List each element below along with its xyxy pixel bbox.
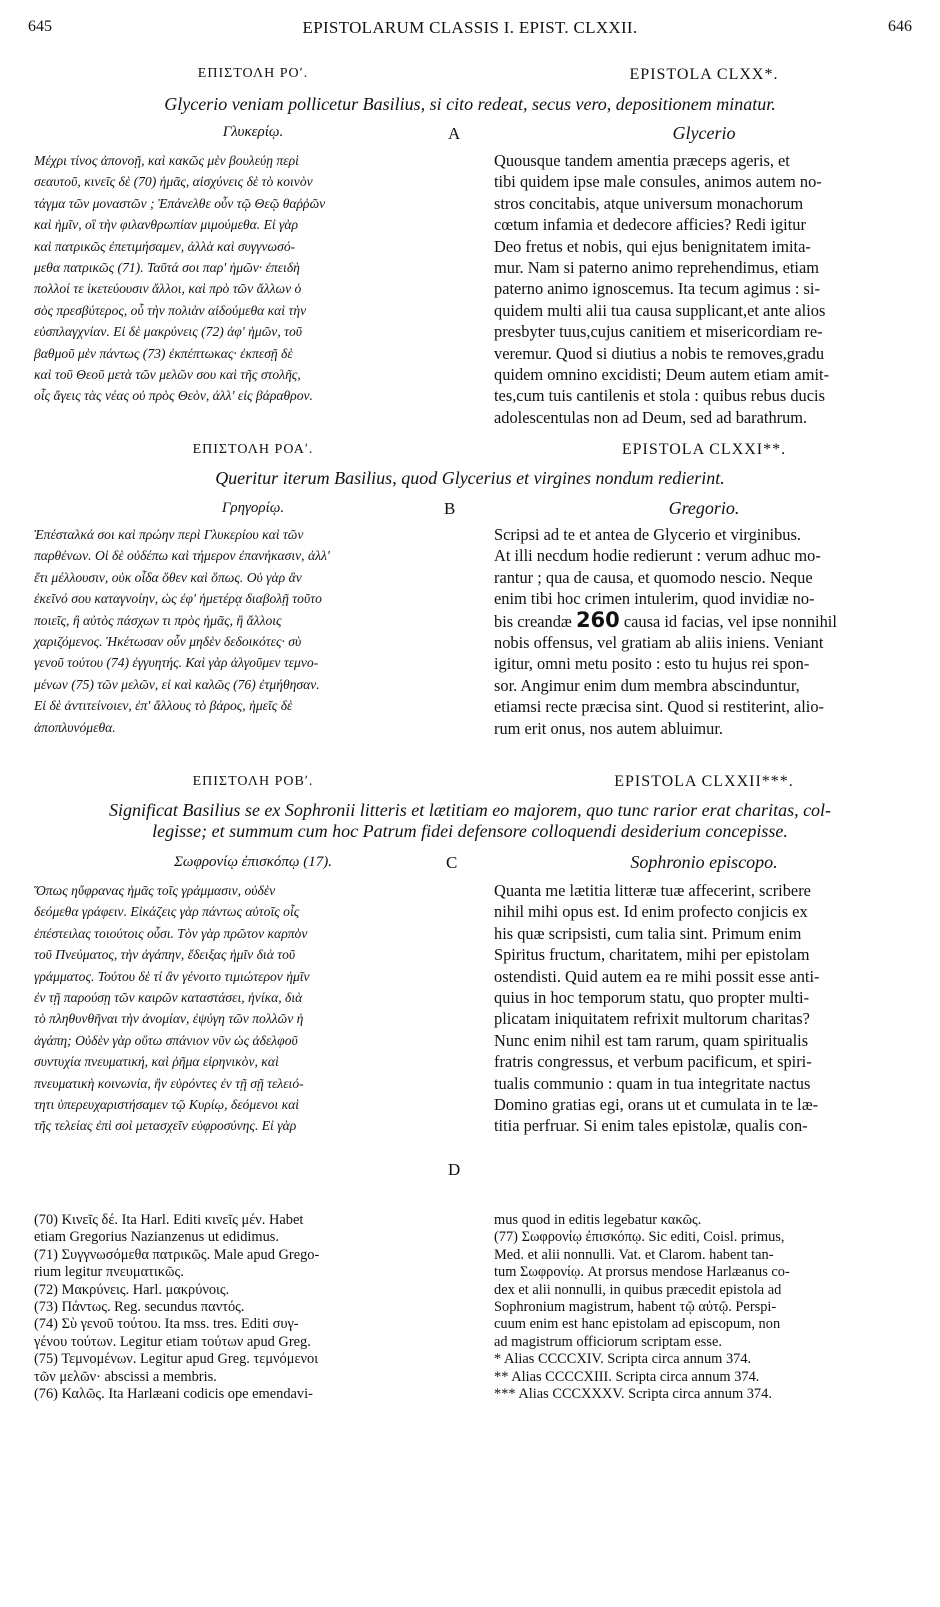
text-line: quidem multi alii tua causa supplicant,et ante alios — [494, 300, 826, 320]
text-line: Nunc enim nihil est tam rarum, quam spiritualis — [494, 1030, 809, 1050]
text-line: τῆς τελείας ἐπὶ σοὶ μετασχεῖν εὐφροσύνης. Εἰ γὰρ — [34, 1118, 297, 1134]
letter3-margin-marker: C — [446, 853, 458, 872]
text-line: his quæ scripsisti, cum talia sint. Primum enim — [494, 923, 802, 943]
text-line: ostendisti. Quid autem ea re mihi possit esse anti- — [494, 966, 820, 986]
letter2-summary: Queritur iterum Basilius, quod Glycerius et virgines nondum redierint. — [215, 468, 725, 488]
text-line: Quanta me lætitia litteræ tuæ affecerint, scribere — [494, 881, 811, 900]
letter2-greek-text — [34, 524, 472, 738]
text-line: πνευματικὴ κοινωνία, ἣν εὑρόντες ἐν τῇ σῇ τελειό- — [34, 1075, 304, 1091]
text-line: igitur, omni metu posito : esto tu hujus rei spon- — [494, 654, 810, 674]
footnote-line: γένου τούτων. Legitur etiam τούτων apud Greg. — [34, 1333, 311, 1350]
text-line: stros concitabis, atque universum monachorum — [494, 193, 804, 213]
text-line: σεαυτοῦ, κινεῖς δὲ (70) ἡμᾶς, αἰσχύνεις δὲ τὸ κοινὸν — [34, 174, 313, 190]
text-line: At illi necdum hodie redierunt : verum adhuc mo- — [494, 546, 821, 566]
text-line: Ὅπως ηὔφρανας ἡμᾶς τοῖς γράμμασιν, οὐδὲν — [34, 883, 276, 898]
text-line: Μέχρι τίνος ἀπονοῇ, καὶ κακῶς μὲν βουλεύῃ περὶ — [34, 153, 299, 168]
letter3-greek-heading: ΕΠΙΣΤΟΛΗ ΡΟΒʹ. — [192, 774, 314, 789]
text-line: mur. Nam si paterno animo reprehendimus, etiam — [494, 258, 819, 278]
text-line: χαριζόμενος. Ἡκέτωσαν οὖν μηδὲν δεδοικότες· σὺ — [34, 634, 302, 650]
text-line: σὸς πρεσβύτερος, οὗ τὴν πολιὰν αἰδούμεθα καὶ τὴν — [34, 302, 307, 318]
text-line: δεόμεθα γράφειν. Εἰκάζεις γὰρ πάντως αὐτοῖς οἷς — [34, 904, 300, 920]
letter3-latin-addressee: Sophronio episcopo. — [630, 852, 778, 872]
text-line: γράμματος. Τούτου δὲ τί ἂν γένοιτο τιμιώτερον ἡμῖν — [34, 968, 310, 984]
text-line: τοῦ Πνεύματος, τὴν ἀγάπην, ἔδειξας ἡμῖν διὰ τοῦ — [34, 947, 296, 963]
text-line: ἐκεῖνό σου καταγνοίην, ὡς ἐφ' ἡμετέρᾳ διαβολῇ τοῦτο — [34, 591, 322, 607]
letter1-summary: Glycerio veniam pollicetur Basilius, si cito redeat, secus vero, depositionem minatur. — [164, 94, 776, 114]
footnote-line: cuum enim est hanc epistolam ad episcopum, non — [494, 1316, 781, 1333]
letter1-latin-text — [494, 150, 914, 428]
letter3-latin-heading: EPISTOLA CLXXII***. — [614, 773, 794, 790]
footnote-line: (77) Σωφρονίῳ ἐπισκόπῳ. Sic editi, Coisl. primus, — [494, 1229, 785, 1246]
footnote-line: ** Alias CCCCXIII. Scripta circa annum 374. — [494, 1368, 760, 1385]
text-line: Spiritus fructum, charitatem, mihi per epistolam — [494, 945, 810, 965]
page-number-right: 646 — [888, 18, 912, 35]
letter1-greek-addressee: Γλυκερίῳ. — [222, 124, 284, 140]
text-line: tualis communio : quam in tua integritate nactus — [494, 1073, 811, 1093]
running-head — [0, 18, 940, 42]
text-line: ἀγάπη; Οὐδὲν γὰρ οὕτω σπάνιον νῦν ὡς ἀδελφοῦ — [34, 1032, 298, 1048]
text-line: Domino gratias egi, orans ut et cumulata in te læ- — [494, 1095, 819, 1115]
letter2-latin-heading: EPISTOLA CLXXI**. — [621, 441, 787, 458]
text-line: paterno animo ignoscemus. Ita tecum agimus : si- — [494, 279, 820, 299]
letter3-greek-text — [34, 880, 472, 1137]
footnote-line: dex et alii nonnulli, in quibus præcedit epistola ad — [494, 1281, 782, 1298]
text-line: nihil mihi opus est. Id enim profecto conjicis ex — [494, 902, 808, 922]
text-line: fratris congressus, et verbum pacificum, et spiri- — [494, 1052, 812, 1072]
text-line: καὶ πατρικῶς ἐπετιμήσαμεν, ἀλλὰ καὶ συγγνωσό- — [34, 238, 296, 254]
footnote-line: tum Σωφρονίῳ. At prorsus mendose Harlæanus co- — [494, 1264, 790, 1281]
footnote-line: Sophronium magistrum, habent τῷ αὐτῷ. Perspi- — [494, 1299, 777, 1316]
text-line: enim tibi hoc crimen intulerim, quod invidiæ no- — [494, 589, 815, 609]
text-line: Quousque tandem amentia præceps ageris, et — [494, 151, 790, 170]
letter1-greek-text — [34, 150, 472, 407]
footnote-line: * Alias CCCCXIV. Scripta circa annum 374. — [494, 1351, 752, 1368]
text-line: quidem omnino excidisti; Deum autem etiam amit- — [494, 365, 830, 385]
text-line: καὶ ἡμῖν, οἳ τὴν φιλανθρωπίαν μιμούμεθα. Εἰ γὰρ — [34, 217, 299, 233]
text-line: rum erit onus, nos autem abluimur. — [494, 718, 723, 738]
footnote-line: (76) Καλῶς. Ita Harlæani codicis ope emendavi- — [34, 1386, 313, 1403]
column-number: 260 — [575, 607, 620, 632]
text-line: βαθμοῦ μὲν πάντως (73) ἐκπέπτωκας· ἐκπεσῇ δὲ — [34, 345, 293, 361]
footnotes-left — [34, 1212, 472, 1403]
text-line: adolescentulas non ad Deum, sed ad barathrum. — [494, 407, 808, 427]
text-line: plicatam iniquitatem refrixit multorum charitas? — [494, 1009, 810, 1029]
letter3-latin-text — [494, 880, 914, 1137]
letter2-greek-heading: ΕΠΙΣΤΟΛΗ ΡΟΑʹ. — [192, 442, 314, 457]
text-line: ποιεῖς, ἢ αὐτὸς πάσχων τι πρὸς ἡμᾶς, ἢ ἄλλοις — [34, 612, 282, 628]
letter3-margin-marker-d: D — [448, 1160, 461, 1179]
text-line: παρθένων. Οἱ δὲ οὐδέπω καὶ τήμερον ἐπανήκασιν, ἀλλ' — [34, 548, 330, 564]
text-line: sor. Angimur enim dum membra abscinduntur, — [494, 675, 800, 695]
text-line: tibi quidem ipse male consules, animos autem no- — [494, 172, 822, 192]
footnote-line: *** Alias CCCXXXV. Scripta circa annum 374. — [494, 1386, 772, 1403]
footnote-line: (73) Πάντως. Reg. secundus παντός. — [34, 1299, 245, 1316]
footnote-line: (72) Μακρύνεις. Harl. μακρύνοις. — [34, 1281, 230, 1298]
text-line: τὸ πληθυνθῆναι τὴν ἀνομίαν, ἐψύγη τῶν πολλῶν ἡ — [34, 1011, 304, 1027]
footnote-line: etiam Gregorius Nazianzenus ut edidimus. — [34, 1229, 279, 1246]
text-line: ἐν τῇ παρούσῃ τῶν καιρῶν καταστάσει, ἡνίκα, διὰ — [34, 990, 303, 1006]
text-line: πολλοί τε ἱκετεύουσιν ἄλλοι, καὶ πρὸ τῶν ἄλλων ὁ — [34, 281, 302, 297]
running-title: EPISTOLARUM CLASSIS I. EPIST. CLXXII. — [302, 18, 638, 37]
footnote-line: Med. et alii nonnulli. Vat. et Clarom. habent tan- — [494, 1246, 774, 1263]
text-line: nobis offensus, vel gratiam ab aliis iniens. Veniant — [494, 633, 824, 653]
text-line: τάγμα τῶν μοναστῶν ; Ἐπάνελθε οὖν τῷ Θεῷ θαῤῥῶν — [34, 195, 326, 211]
letter2-greek-addressee: Γρηγορίῳ. — [221, 500, 285, 516]
text-line: καὶ τοῦ Θεοῦ μετὰ τῶν μελῶν σου καὶ τῆς στολῆς, — [34, 367, 301, 383]
text-line: Ἐπέσταλκά σοι καὶ πρώην περὶ Γλυκερίου καὶ τῶν — [34, 527, 304, 542]
text-line: οἷς ἄγεις τὰς νέας οὐ πρὸς Θεὸν, ἀλλ' εἰς βάραθρον. — [34, 388, 313, 404]
text-line: Εἰ δὲ ἀντιτείνοιεν, ἐπ' ἄλλους τὸ βάρος, ἡμεῖς δὲ — [34, 698, 293, 714]
text-line: Scripsi ad te et antea de Glycerio et virginibus. — [494, 525, 801, 544]
letter1-latin-heading: EPISTOLA CLXX*. — [629, 66, 779, 83]
text-line: quius in hoc temporum statu, quo propter multi- — [494, 988, 810, 1008]
text-line: tes,cum tuis cantilenis et stola : quibus rebus ducis — [494, 386, 825, 406]
text-line: cœtum infamia et dedecore afficies? Redi igitur — [494, 215, 806, 235]
letter1-margin-marker: A — [448, 124, 461, 143]
letter2-margin-marker: B — [444, 499, 456, 518]
footnotes-right — [494, 1212, 914, 1403]
text-line: μένων (75) τῶν μελῶν, εἰ καὶ καλῶς (76) ἐτμήθησαν. — [34, 676, 320, 692]
summary-line: legisse; et summum cum hoc Patrum fidei defensore colloquendi desiderium concepisse. — [152, 821, 788, 841]
footnote-line: (71) Συγγνωσόμεθα πατρικῶς. Male apud Grego- — [34, 1246, 320, 1263]
text-line: Deo fretus et nobis, qui ejus benignitatem imita- — [494, 236, 811, 256]
letter2-latin-text — [494, 524, 914, 739]
text-line: γενοῦ τούτου (74) ἐγγυητής. Καὶ γὰρ ἀλγοῦμεν τεμνο- — [34, 655, 319, 671]
text-line: ἐπέστειλας τοιούτοις οὖσι. Τὸν γὰρ πρῶτον καρπὸν — [34, 925, 308, 941]
footnote-line: τῶν μελῶν· abscissi a membris. — [34, 1368, 217, 1385]
letter2-latin-addressee: Gregorio. — [668, 498, 740, 518]
footnote-line: (75) Τεμνομένων. Legitur apud Greg. τεμνόμενοι — [34, 1351, 319, 1368]
summary-line: Significat Basilius se ex Sophronii litteris et lætitiam eo majorem, quo tunc rarior erat charitas, col- — [108, 800, 832, 820]
text-line: ἔτι μέλλουσιν, οὐκ οἶδα ὅθεν καὶ ὅπως. Οὐ γὰρ ἂν — [34, 569, 302, 585]
footnote-line: (70) Κινεῖς δέ. Ita Harl. Editi κινεῖς μέν. Habet — [34, 1212, 304, 1228]
letter1-latin-addressee: Glycerio — [672, 123, 736, 143]
text-line: τητι ὑπερευχαριστήσαμεν τῷ Κυρίῳ, δεόμενοι καὶ — [34, 1097, 300, 1113]
text-line: etiamsi recte præcisa sint. Quod si restiterint, alio- — [494, 697, 825, 717]
footnote-line: mus quod in editis legebatur κακῶς. — [494, 1212, 702, 1228]
text-line: εὐσπλαγχνίαν. Εἰ δὲ μακρύνεις (72) ἀφ' ἡμῶν, τοῦ — [34, 324, 303, 340]
text-line: presbyter tuus,cujus canitiem et misericordiam re- — [494, 322, 823, 342]
page-number-left: 645 — [28, 18, 52, 35]
text-line: μεθα πατρικῶς (71). Ταῦτά σοι παρ' ἡμῶν· ἐπειδὴ — [34, 260, 300, 276]
text-line: rantur ; qua de causa, et quomodo nescio. Neque — [494, 567, 813, 587]
footnote-line: rium legitur πνευματικῶς. — [34, 1264, 184, 1281]
letter3-summary — [30, 800, 910, 842]
letter1-greek-heading: ΕΠΙΣΤΟΛΗ ΡΟʹ. — [197, 66, 309, 81]
footnote-line: (74) Σὺ γενοῦ τούτου. Ita mss. tres. Editi συγ- — [34, 1316, 299, 1333]
text-line: veremur. Quod si diutius a nobis te removes,gradu — [494, 343, 825, 363]
text-line: ἀποπλυνόμεθα. — [34, 719, 116, 735]
letter3-greek-addressee: Σωφρονίῳ ἐπισκόπῳ (17). — [174, 854, 332, 870]
text-line: bis creandæ 260 causa id facias, vel ipse nonnihil — [494, 607, 837, 632]
text-line: titia perfruar. Si enim tales epistolæ, qualis con- — [494, 1116, 808, 1136]
footnote-line: ad magistrum officiorum scriptam esse. — [494, 1333, 722, 1350]
text-line: συντυχία πνευματική, καὶ ῥῆμα εἰρηνικὸν, καὶ — [34, 1054, 279, 1070]
